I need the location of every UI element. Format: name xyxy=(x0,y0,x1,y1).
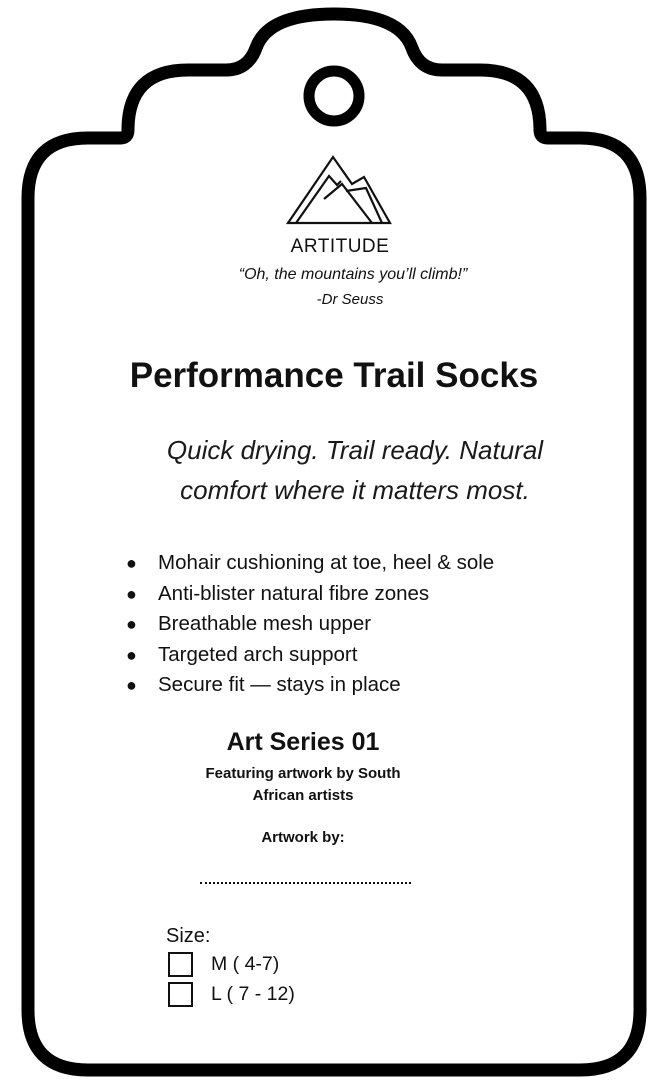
series-desc-line: Featuring artwork by South xyxy=(205,765,401,782)
feature-item xyxy=(126,609,494,640)
bullet-icon: ● xyxy=(126,614,137,635)
feature-text: Targeted arch support xyxy=(158,642,358,666)
quote-author: -Dr Seuss xyxy=(316,291,384,308)
mountain-logo-icon xyxy=(284,154,394,228)
size-checkbox-m[interactable] xyxy=(168,952,193,977)
brand-quote: “Oh, the mountains you’ll climb!” xyxy=(238,266,468,283)
product-title: Performance Trail Socks xyxy=(129,356,539,395)
bullet-icon: ● xyxy=(126,553,137,573)
brand-name: ARTITUDE xyxy=(290,236,390,257)
feature-text: Secure fit — stays in place xyxy=(158,673,401,697)
artwork-signature-line[interactable] xyxy=(200,882,411,884)
feature-text: Breathable mesh upper xyxy=(158,612,372,636)
feature-text: Anti-blister natural fibre zones xyxy=(158,581,430,605)
tag-hole xyxy=(309,71,359,121)
bullet-icon: ● xyxy=(126,583,137,604)
size-option-l[interactable] xyxy=(168,982,295,1007)
size-option-m[interactable] xyxy=(168,952,279,977)
tagline-line: Quick drying. Trail ready. Natural xyxy=(166,435,544,465)
product-tagline xyxy=(120,430,590,510)
series-description xyxy=(0,763,606,807)
size-checkbox-l[interactable] xyxy=(168,982,193,1007)
feature-text: Mohair cushioning at toe, heel & sole xyxy=(158,551,495,574)
series-title: Art Series 01 xyxy=(226,728,380,756)
bullet-icon: ● xyxy=(126,675,137,696)
feature-item xyxy=(126,670,494,701)
size-label: Size: xyxy=(166,925,211,947)
bullet-icon: ● xyxy=(126,644,137,665)
feature-item xyxy=(126,579,494,610)
feature-item xyxy=(126,640,494,671)
size-option-label: L ( 7 - 12) xyxy=(211,983,295,1005)
size-option-label: M ( 4-7) xyxy=(211,953,280,975)
tagline-line: comfort where it matters most. xyxy=(180,475,530,505)
series-desc-line: African artists xyxy=(252,787,354,804)
artwork-label: Artwork by: xyxy=(261,829,345,846)
feature-item xyxy=(126,548,494,579)
feature-list xyxy=(126,548,494,701)
